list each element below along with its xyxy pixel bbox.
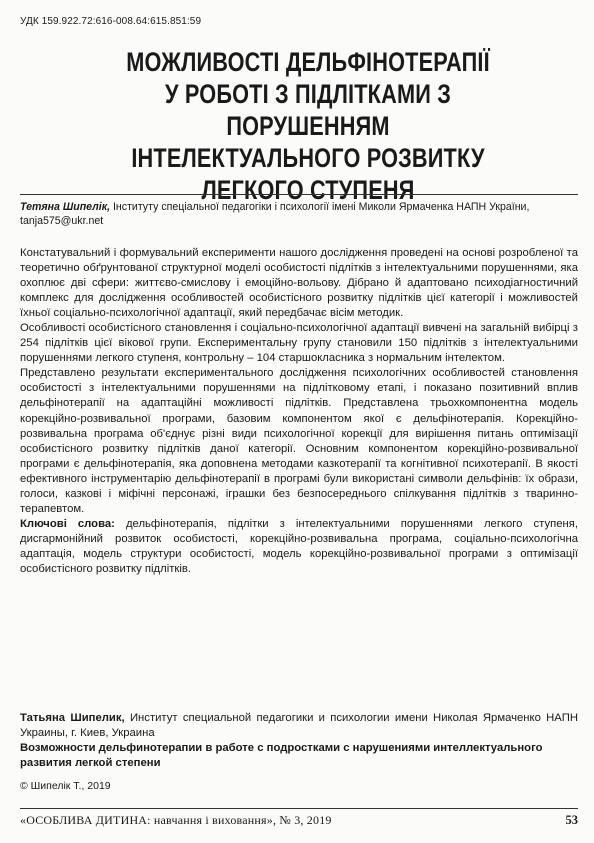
author-email: tanja575@ukr.net bbox=[20, 215, 104, 227]
title-line: ЛЕГКОГО СТУПЕНЯ bbox=[201, 175, 415, 205]
title-line: ІНТЕЛЕКТУАЛЬНОГО РОЗВИТКУ bbox=[131, 143, 485, 173]
copyright: © Шипелік Т., 2019 bbox=[20, 780, 111, 792]
journal-name: «ОСОБЛИВА ДИТИНА: навчання і виховання», № 3, 2019 bbox=[20, 813, 332, 827]
title-line: У РОБОТІ З ПІДЛІТКАМИ З ПОРУШЕННЯМ bbox=[164, 79, 451, 141]
ru-author-name: Татьяна Шипелик, bbox=[20, 712, 125, 724]
page-footer bbox=[20, 813, 578, 828]
title-line: МОЖЛИВОСТІ ДЕЛЬФІНОТЕРАПІЇ bbox=[126, 47, 490, 77]
abstract bbox=[20, 246, 578, 577]
udk-code: УДК 159.922.72:616-008.64:615.851:59 bbox=[20, 16, 202, 27]
keywords-text: дельфінотерапія, підлітки з інтелектуальними порушеннями легкого ступеня, дисгармонійний розвиток особистості, корекційно-розвивальна програма, соціально-психологічна адаптація, модель структури особистості, модель корекційно-розвивальної програми з оптимізації особистісного розвитку підлітків. bbox=[20, 517, 578, 575]
footer-divider bbox=[20, 808, 578, 809]
article-title bbox=[105, 46, 512, 206]
keywords-label: Ключові слова: bbox=[20, 517, 115, 530]
page-number: 53 bbox=[565, 813, 578, 827]
author-affiliation: Інституту спеціальної педагогіки і психології імені Миколи Ярмаченка НАПН України, bbox=[110, 201, 530, 213]
keywords bbox=[20, 517, 578, 577]
author-info bbox=[20, 200, 576, 228]
abstract-paragraph: Особливості особистісного становлення і соціально-психологічної адаптації вивчені на загальній вибірці з 254 підлітків цієї вікової групи. Експериментальну групу становили 150 підлітків з інтелектуальними порушеннями легкого ступеня, контрольну – 104 старшокласника з нормальним інтелектом. bbox=[20, 322, 578, 365]
ru-affiliation: Институт специальной педагогики и психологии имени Николая Ярмаченко НАПН Украины, г. Киев, Украина bbox=[20, 712, 578, 739]
russian-summary bbox=[20, 711, 578, 771]
header-divider bbox=[20, 194, 578, 195]
author-name: Тетяна Шипелік, bbox=[20, 201, 111, 213]
ru-title: Возможности дельфинотерапии в работе с подростками с нарушениями интеллектуального развития легкой степени bbox=[20, 742, 543, 769]
abstract-paragraph: Констатувальний і формувальний експерименти нашого дослідження проведені на основі розробленої та теоретично обґрунтованої структурної моделі особистості підлітків з інтелектуальними порушеннями, яка охоплює дві сфери: життєво-смислову і емоційно-вольову. Дібрано й адаптовано психодіагностичний комплекс для дослідження особливостей особистісного розвитку підлітків цієї категорії і можливостей їхньої соціально-психологічної адаптації, який передбачає вісім методик. bbox=[20, 247, 578, 320]
abstract-paragraph: Представлено результати експериментального дослідження психологічних особливостей становлення особистості з інтелектуальними порушеннями на підлітковому етапі, і показано позитивний вплив дельфінотерапії на адаптаційні можливості підлітків. Представлена трьохкомпонентна модель корекційно-розвивальної програми, базовим компонентом якої є дельфінотерапія. Корекційно-розвивальна програма об'єднує різні види психологічної корекції для вирішення питань оптимізації особистісного розвитку підлітків даної категорії. Основним компонентом корекційно-розвивальної програми є дельфінотерапія, яка доповнена методами казкотерапії та когнітивної психотерапії. В якості ефективного інструментарію дельфінотерапії в програмі були використані символи дельфінів: їх образи, голоси, казкові і міфічні персонажі, іграшки без безпосереднього спілкування підлітків з тваринно-терапевтом. bbox=[20, 367, 578, 515]
